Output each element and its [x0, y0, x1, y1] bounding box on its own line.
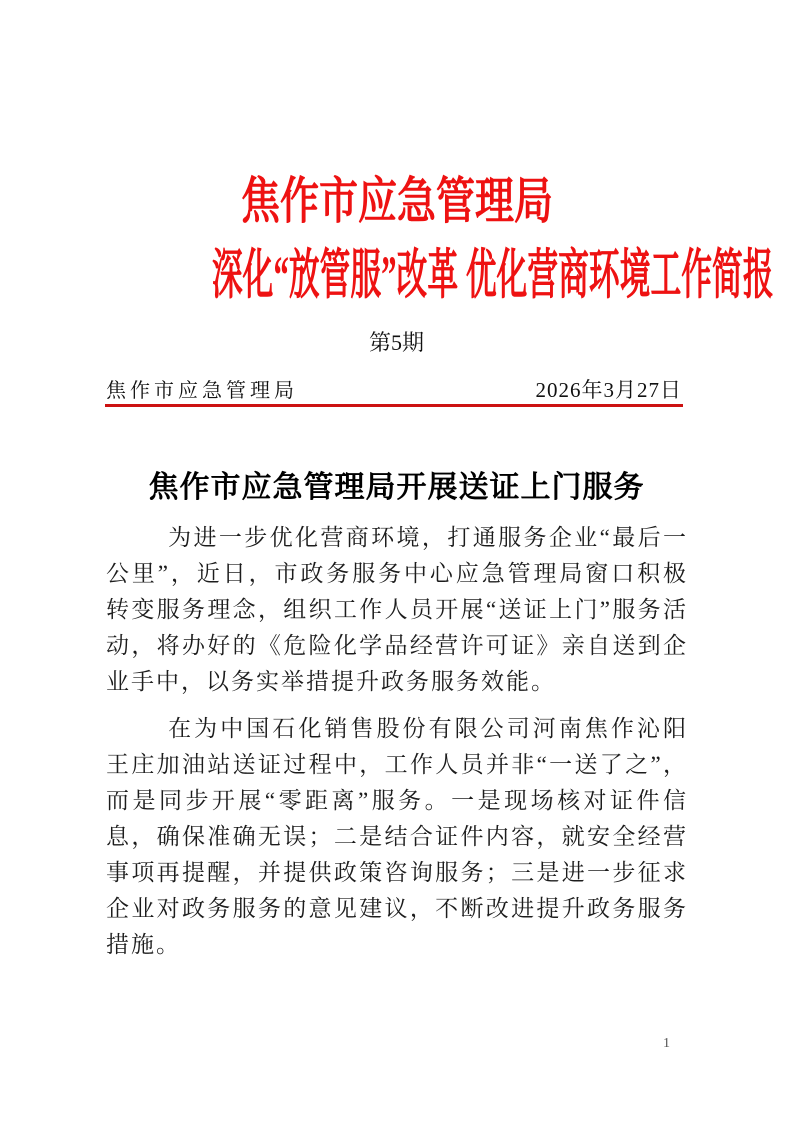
- publisher-name: 焦作市应急管理局: [106, 380, 298, 402]
- article-paragraph-1: 为进一步优化营商环境，打通服务企业“最后一公里”，近日，市政务服务中心应急管理局窗口积极转变服务理念，组织工作人员开展“送证上门”服务活动，将办好的《危险化学品经营许可证》亲自送到企业手中，以务实举措提升政务服务效能。: [106, 525, 688, 694]
- article-heading: 焦作市应急管理局开展送证上门服务: [148, 471, 645, 504]
- publication-info-row: [106, 374, 682, 404]
- masthead-title-line2-text: 深化“放管服”改革 优化营商环境工作简报: [211, 245, 774, 305]
- page-number: 1: [663, 1036, 670, 1051]
- masthead-title-line1-text: 焦作市应急管理局: [240, 173, 553, 229]
- masthead-title-line1: [0, 170, 793, 232]
- article-paragraph-2: 在为中国石化销售股份有限公司河南焦作沁阳王庄加油站送证过程中，工作人员并非“一送了之”，而是同步开展“零距离”服务。一是现场核对证件信息，确保准确无误；二是结合证件内容，就安全经营事项再提醒，并提供政策咨询服务；三是进一步征求企业对政务服务的意见建议，不断改进提升政务服务措施。: [106, 716, 688, 957]
- article-body: [106, 520, 688, 974]
- masthead-divider-rule: [105, 404, 683, 407]
- issue-number: 第5期: [368, 330, 424, 355]
- masthead-title-line2: [0, 240, 793, 310]
- publication-date: 2026年3月27日: [535, 378, 682, 402]
